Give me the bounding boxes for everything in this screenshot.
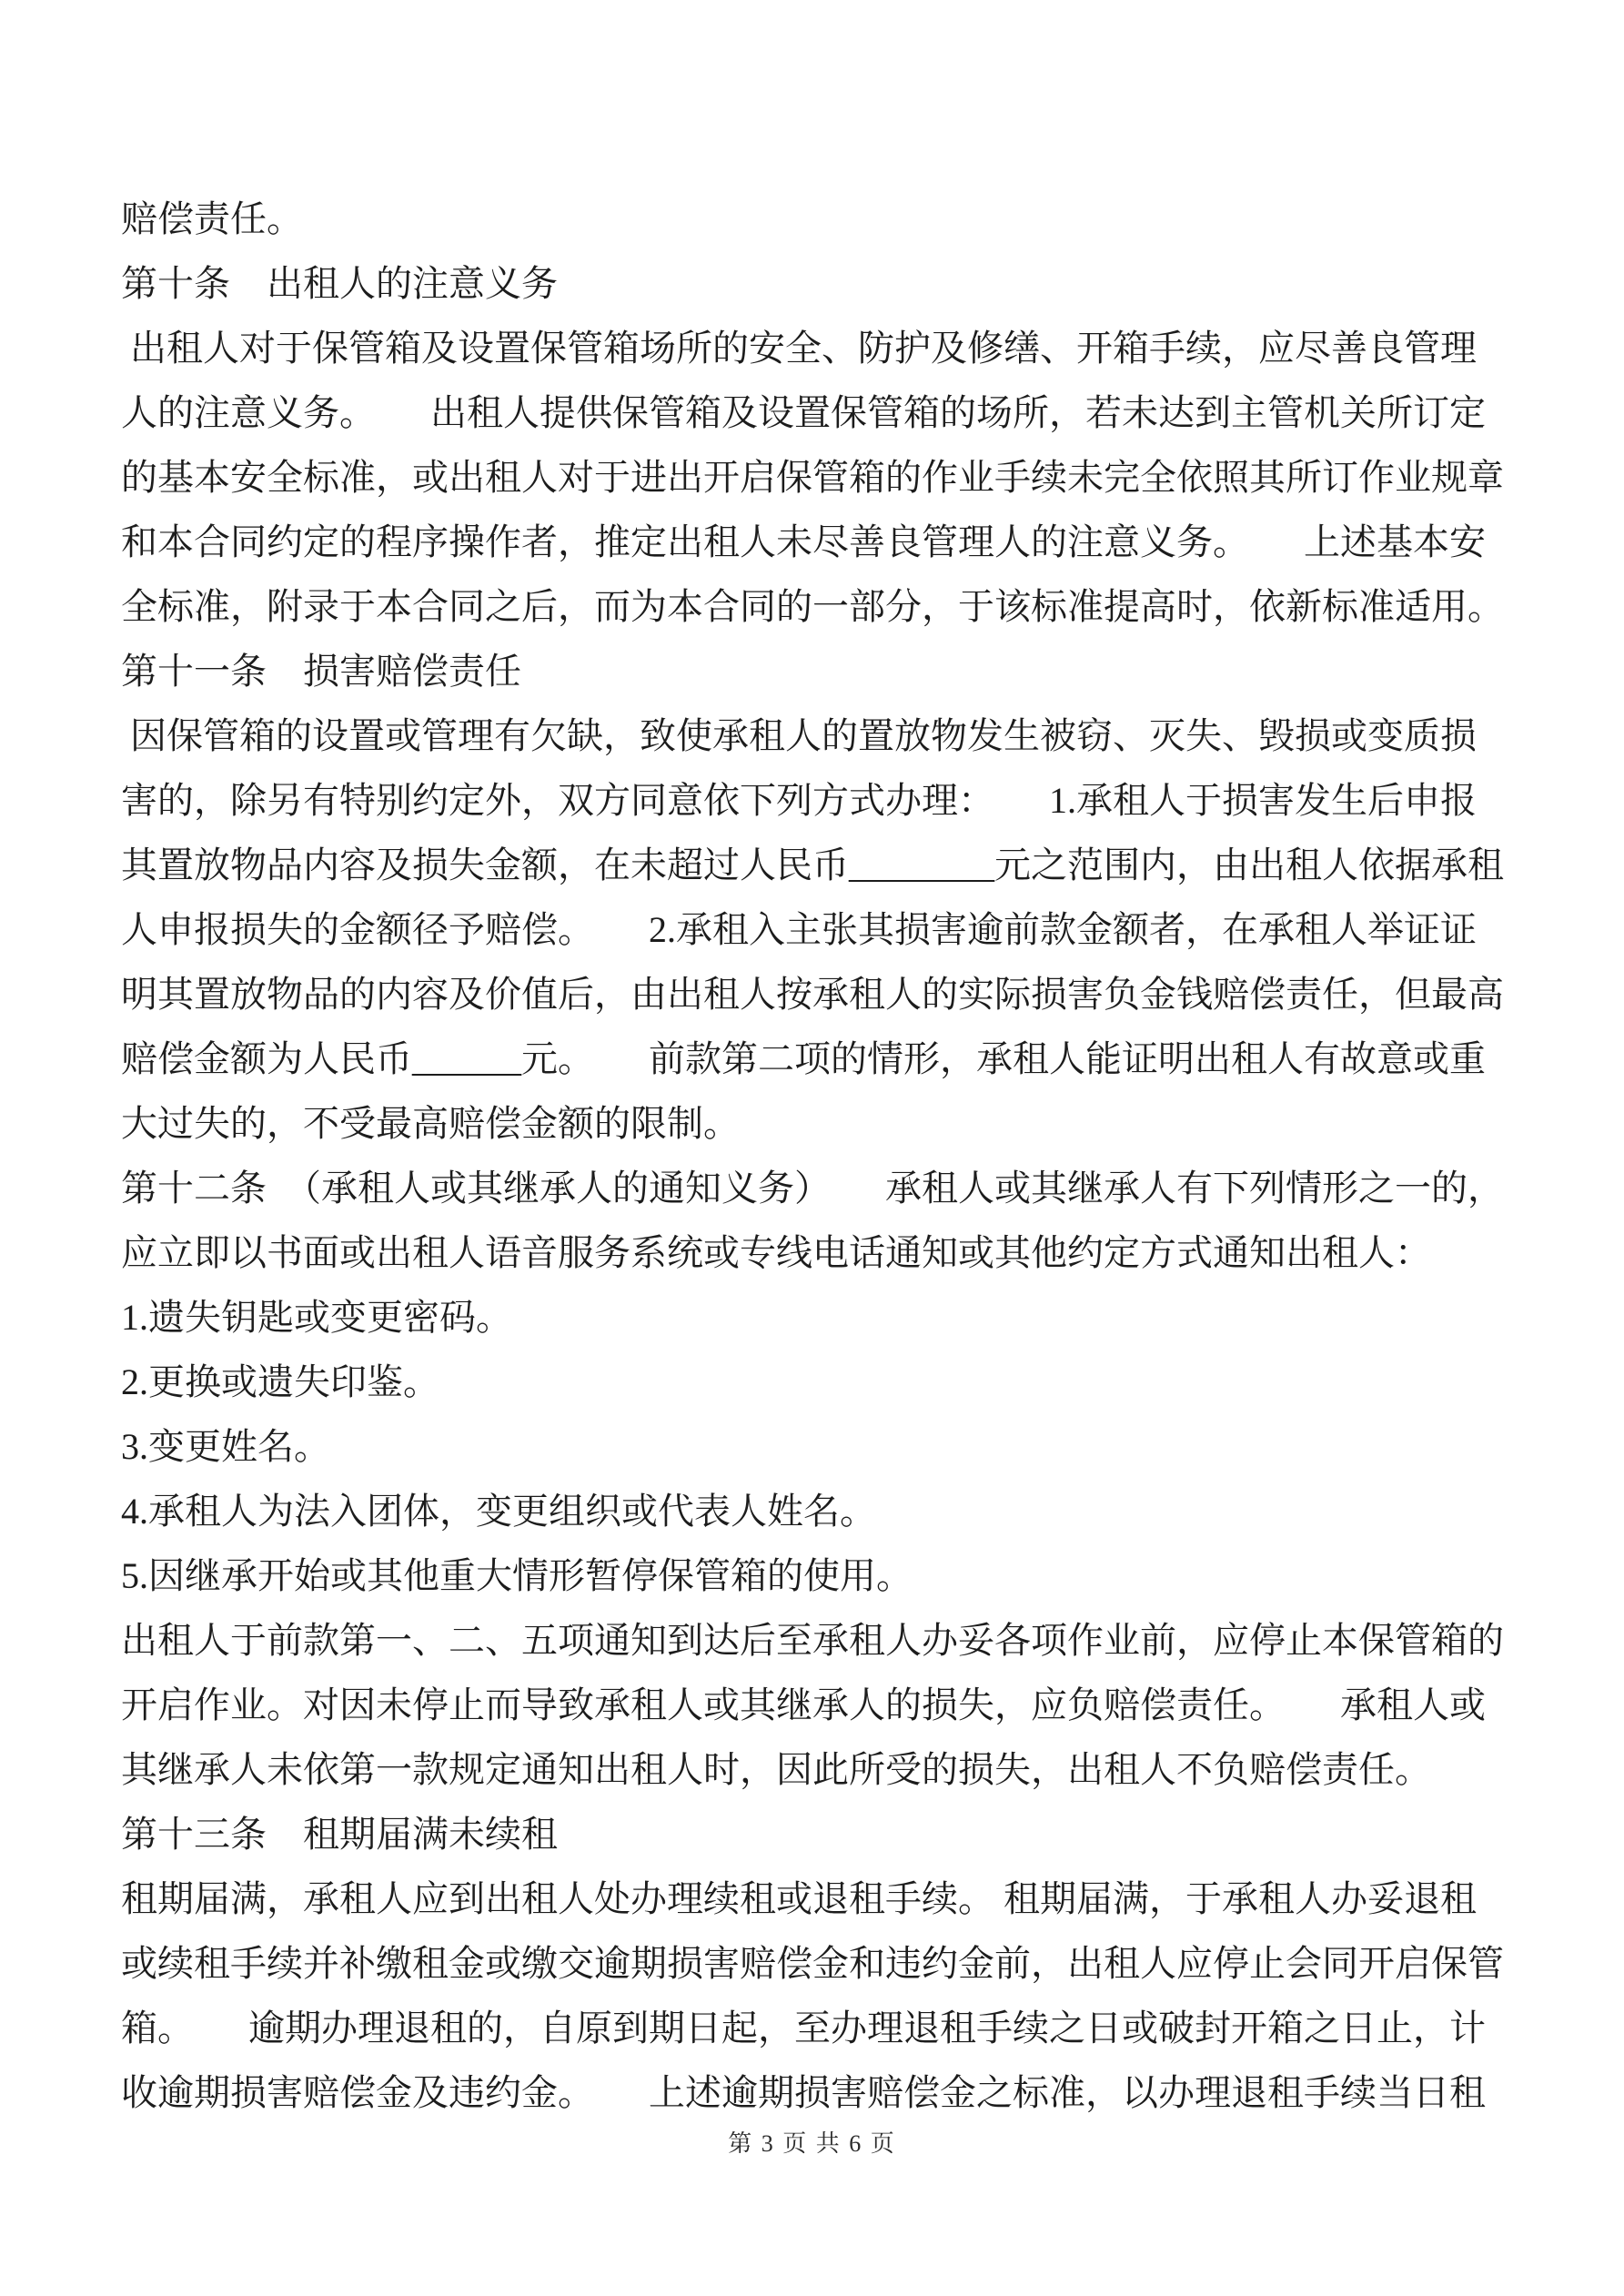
text-line: 大过失的，不受最高赔偿金额的限制。 [121, 1103, 740, 1144]
text-line: 和本合同约定的程序操作者，推定出租人未尽善良管理人的注意义务。 上述基本安 [121, 521, 1486, 562]
text-line: 应立即以书面或出租人语音服务系统或专线电话通知或其他约定方式通知出租人： [121, 1232, 1431, 1273]
text-line: 的基本安全标准，或出租人对于进出开启保管箱的作业手续未完全依照其所订作业规章 [121, 457, 1504, 498]
text-line: 或续租手续并补缴租金或缴交逾期损害赔偿金和违约金前，出租人应停止会同开启保管 [121, 1943, 1504, 1984]
text-line: 明其置放物品的内容及价值后，由出租人按承租人的实际损害负金钱赔偿责任，但最高 [121, 974, 1504, 1015]
text-line: 3.变更姓名。 [121, 1426, 330, 1467]
text-line: 全标准，附录于本合同之后，而为本合同的一部分，于该标准提高时，依新标准适用。 [121, 586, 1504, 627]
text-line: 人申报损失的金额径予赔偿。 2.承租入主张其损害逾前款金额者，在承租人举证证 [121, 909, 1477, 950]
text-line: 出租人对于保管箱及设置保管箱场所的安全、防护及修缮、开箱手续，应尽善良管理 [121, 328, 1477, 369]
text-line: 5.因继承开始或其他重大情形暂停保管箱的使用。 [121, 1555, 913, 1596]
text-line: 收逾期损害赔偿金及违约金。 上述逾期损害赔偿金之标准，以办理退租手续当日租 [121, 2072, 1486, 2113]
text-line: 2.更换或遗失印鉴。 [121, 1361, 439, 1402]
text-line: 1.遗失钥匙或变更密码。 [121, 1297, 512, 1338]
text-line: 其置放物品内容及损失金额，在未超过人民币________元之范围内，由出租人依据承租 [121, 845, 1504, 885]
text-line: 箱。 逾期办理退租的，自原到期日起，至办理退租手续之日或破封开箱之日止，计 [121, 2008, 1486, 2048]
text-line: 租期届满，承租人应到出租人处办理续租或退租手续。 租期届满，于承租人办妥退租 [121, 1878, 1477, 1919]
text-line: 出租人于前款第一、二、五项通知到达后至承租人办妥各项作业前，应停止本保管箱的 [121, 1620, 1504, 1661]
text-line: 害的，除另有特别约定外，双方同意依下列方式办理： 1.承租人于损害发生后申报 [121, 780, 1477, 821]
text-line: 其继承人未依第一款规定通知出租人时，因此所受的损失，出租人不负赔偿责任。 [121, 1749, 1431, 1790]
text-line: 开启作业。对因未停止而导致承租人或其继承人的损失，应负赔偿责任。 承租人或 [121, 1684, 1486, 1725]
text-line: 第十三条 租期届满未续租 [121, 1814, 558, 1855]
text-line: 第十一条 损害赔偿责任 [121, 651, 521, 692]
text-line: 赔偿责任。 [121, 198, 303, 239]
text-line: 人的注意义务。 出租人提供保管箱及设置保管箱的场所，若未达到主管机关所订定 [121, 392, 1486, 433]
contract-text-body [121, 187, 1513, 2125]
text-line: 第十条 出租人的注意义务 [121, 263, 558, 304]
text-line: 第十二条 （承租人或其继承人的通知义务） 承租人或其继承人有下列情形之一的， [121, 1168, 1504, 1209]
text-line: 因保管箱的设置或管理有欠缺，致使承租人的置放物发生被窃、灭失、毁损或变质损 [121, 715, 1477, 756]
text-line: 4.承租人为法入团体，变更组织或代表人姓名。 [121, 1491, 876, 1532]
page-number-footer: 第 3 页 共 6 页 [728, 2130, 896, 2157]
text-line: 赔偿金额为人民币______元。 前款第二项的情形，承租人能证明出租人有故意或重 [121, 1038, 1486, 1079]
